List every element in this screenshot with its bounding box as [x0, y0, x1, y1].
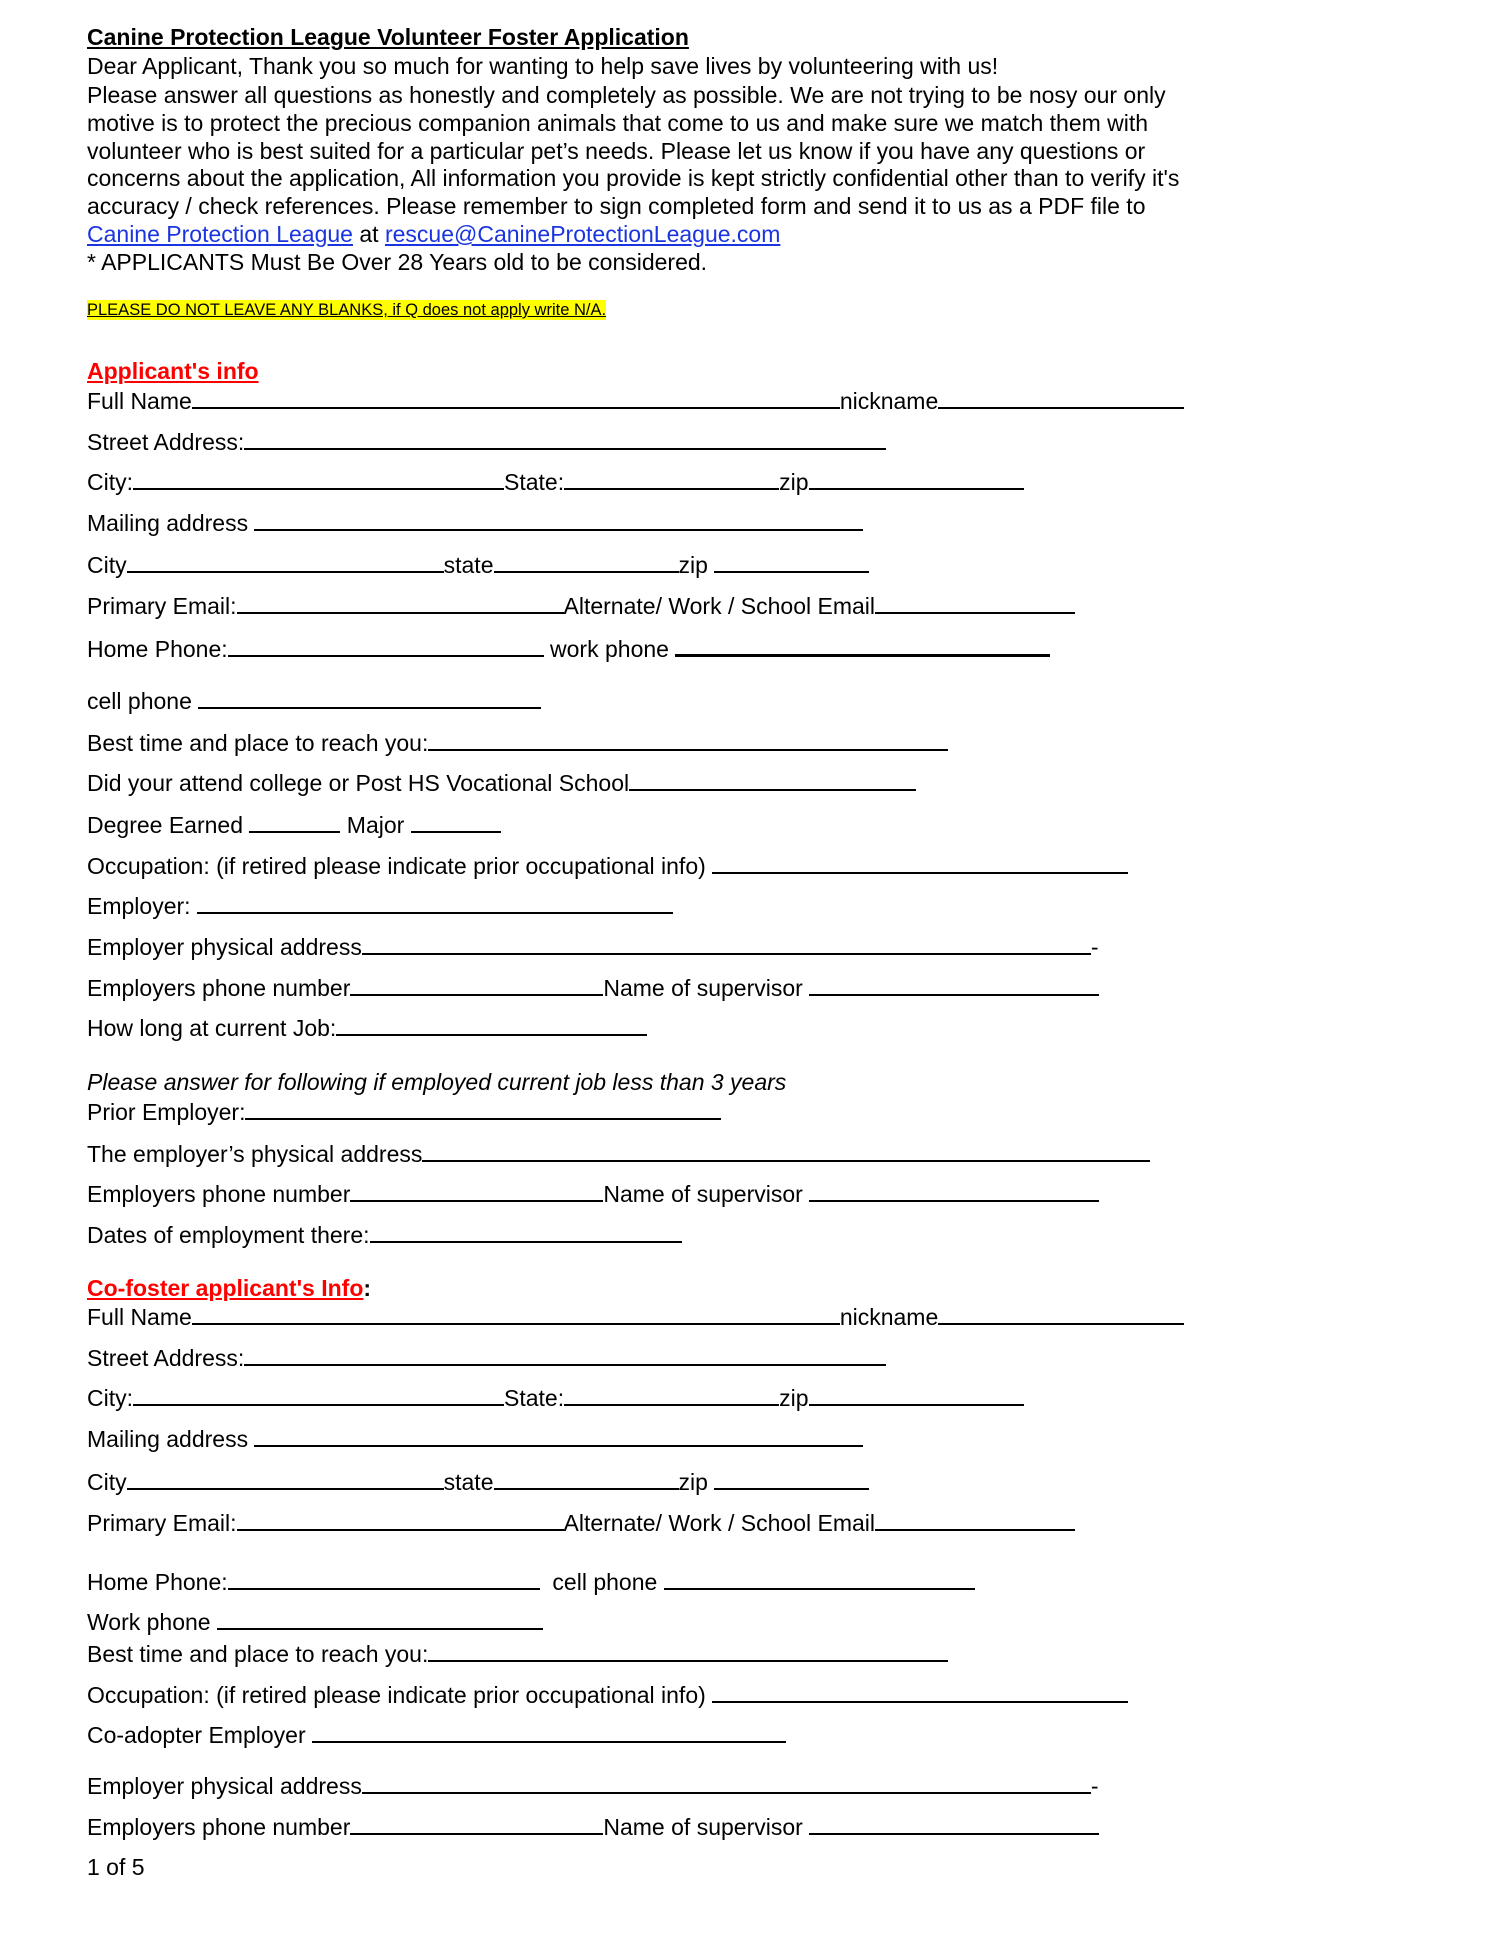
- label: state: [443, 552, 494, 578]
- label: zip: [779, 1385, 809, 1411]
- co-employer-field[interactable]: [312, 1721, 786, 1743]
- label: Primary Email:: [87, 1510, 237, 1536]
- label: The employer’s physical address: [87, 1141, 423, 1167]
- street-field[interactable]: [244, 428, 886, 450]
- intro-line: motive is to protect the precious companion animals that come to us and make sure we match them with: [87, 110, 1149, 136]
- co-mailing-state-field[interactable]: [494, 1468, 679, 1490]
- co-primary-email-field[interactable]: [237, 1509, 564, 1531]
- label: Name of supervisor: [603, 1181, 803, 1207]
- label: Degree Earned: [87, 812, 243, 838]
- label: Primary Email:: [87, 593, 237, 619]
- page-number: 1 of 5: [87, 1854, 145, 1880]
- label: Employer physical address: [87, 934, 362, 960]
- label: City:: [87, 1385, 133, 1411]
- label: Best time and place to reach you:: [87, 1641, 429, 1667]
- warning-highlight: PLEASE DO NOT LEAVE ANY BLANKS, if Q does not apply write N/A.: [87, 301, 607, 319]
- intro-line: accuracy / check references. Please remember to sign completed form and send it to us as a PDF file to: [87, 193, 1146, 219]
- contact-line: [87, 220, 780, 248]
- label: Best time and place to reach you:: [87, 730, 429, 756]
- nickname-field[interactable]: [938, 387, 1184, 409]
- co-occupation-field[interactable]: [712, 1681, 1128, 1703]
- label: Occupation: (if retired please indicate prior occupational info): [87, 1682, 706, 1708]
- label: work phone: [550, 636, 669, 662]
- intro-line: volunteer who is best suited for a particular pet’s needs. Please let us know if you have any questions or: [87, 138, 1146, 164]
- prior-address-field[interactable]: [422, 1140, 1150, 1162]
- how-long-field[interactable]: [336, 1014, 647, 1036]
- label: Work phone: [87, 1609, 211, 1635]
- label: nickname: [839, 1304, 939, 1330]
- co-work-phone-field[interactable]: [217, 1608, 543, 1630]
- employer-address-field[interactable]: [362, 933, 1091, 955]
- mailing-field[interactable]: [254, 509, 863, 531]
- label: Street Address:: [87, 1345, 245, 1371]
- major-field[interactable]: [411, 811, 501, 833]
- label: nickname: [839, 388, 939, 414]
- co-cell-phone-field[interactable]: [664, 1568, 975, 1590]
- label: zip: [678, 1469, 708, 1495]
- age-note: * APPLICANTS Must Be Over 28 Years old to be considered.: [87, 249, 708, 275]
- co-mailing-city-field[interactable]: [127, 1468, 444, 1490]
- label: cell phone: [552, 1569, 658, 1595]
- label: Occupation: (if retired please indicate prior occupational info): [87, 853, 706, 879]
- label: Home Phone:: [87, 636, 228, 662]
- co-street-field[interactable]: [244, 1344, 886, 1366]
- full-name-field[interactable]: [192, 387, 840, 409]
- label: Alternate/ Work / School Email: [563, 593, 875, 619]
- co-city-field[interactable]: [133, 1384, 504, 1406]
- dates-field[interactable]: [370, 1221, 682, 1243]
- label: State:: [504, 469, 565, 495]
- label: Full Name: [87, 1304, 192, 1330]
- label: Employers phone number: [87, 1181, 351, 1207]
- label: City: [87, 1469, 127, 1495]
- label: Dates of employment there:: [87, 1222, 370, 1248]
- label: State:: [504, 1385, 565, 1411]
- co-home-phone-field[interactable]: [228, 1568, 540, 1590]
- degree-field[interactable]: [249, 811, 340, 833]
- label: Alternate/ Work / School Email: [563, 1510, 875, 1536]
- label: Full Name: [87, 388, 192, 414]
- section-heading-applicant: Applicant's info: [87, 358, 259, 384]
- co-supervisor-field[interactable]: [809, 1813, 1099, 1835]
- label: Prior Employer:: [87, 1099, 246, 1125]
- label: How long at current Job:: [87, 1015, 337, 1041]
- co-zip-field[interactable]: [809, 1384, 1024, 1406]
- co-nickname-field[interactable]: [938, 1303, 1184, 1325]
- co-state-field[interactable]: [564, 1384, 779, 1406]
- label: Employer:: [87, 893, 191, 919]
- label: Major: [346, 812, 405, 838]
- colon: :: [363, 1275, 372, 1301]
- prior-supervisor-field[interactable]: [809, 1180, 1099, 1202]
- co-mailing-field[interactable]: [254, 1425, 863, 1447]
- best-time-field[interactable]: [428, 729, 948, 751]
- employer-field[interactable]: [197, 892, 673, 914]
- dash: -: [1090, 934, 1099, 960]
- page-title: Canine Protection League Volunteer Foster Application: [87, 24, 689, 50]
- label: Home Phone:: [87, 1569, 228, 1595]
- primary-email-field[interactable]: [237, 592, 564, 614]
- label: City:: [87, 469, 133, 495]
- occupation-field[interactable]: [712, 852, 1128, 874]
- email-link[interactable]: rescue@CanineProtectionLeague.com: [384, 221, 781, 247]
- prior-employer-field[interactable]: [245, 1098, 721, 1120]
- co-employer-phone-field[interactable]: [350, 1813, 603, 1835]
- co-best-time-field[interactable]: [428, 1640, 948, 1662]
- label: Employers phone number: [87, 975, 351, 1001]
- mailing-state-field[interactable]: [494, 551, 679, 573]
- label: Mailing address: [87, 1426, 249, 1452]
- label: state: [443, 1469, 494, 1495]
- dash: -: [1090, 1773, 1099, 1799]
- intro-line: Dear Applicant, Thank you so much for wanting to help save lives by volunteering with us!: [87, 53, 999, 79]
- label: zip: [779, 469, 809, 495]
- co-employer-address-field[interactable]: [362, 1772, 1091, 1794]
- at-text: at: [359, 221, 379, 247]
- label: cell phone: [87, 688, 192, 714]
- label: Employers phone number: [87, 1814, 351, 1840]
- label: Mailing address: [87, 510, 249, 536]
- intro-line: Please answer all questions as honestly and completely as possible. We are not trying to be nosy our only: [87, 82, 1166, 108]
- co-mailing-zip-field[interactable]: [714, 1468, 869, 1490]
- state-field[interactable]: [564, 468, 779, 490]
- mailing-city-field[interactable]: [127, 551, 444, 573]
- label: zip: [678, 552, 708, 578]
- mailing-zip-field[interactable]: [714, 551, 869, 573]
- label: Name of supervisor: [603, 1814, 803, 1840]
- label: Name of supervisor: [603, 975, 803, 1001]
- label: City: [87, 552, 127, 578]
- label: Employer physical address: [87, 1773, 362, 1799]
- prior-phone-field[interactable]: [350, 1180, 603, 1202]
- city-field[interactable]: [133, 468, 504, 490]
- co-full-name-field[interactable]: [192, 1303, 840, 1325]
- alt-email-field[interactable]: [875, 592, 1075, 614]
- label: Co-adopter Employer: [87, 1722, 306, 1748]
- co-alt-email-field[interactable]: [875, 1509, 1075, 1531]
- prior-note: Please answer for following if employed current job less than 3 years: [87, 1069, 787, 1095]
- org-link[interactable]: Canine Protection League: [87, 221, 353, 247]
- work-phone-field[interactable]: [675, 634, 1050, 657]
- zip-field[interactable]: [809, 468, 1024, 490]
- label: Street Address:: [87, 429, 245, 455]
- cell-phone-field[interactable]: [198, 687, 541, 709]
- section-heading-cofoster: Co-foster applicant's Info: [87, 1275, 364, 1301]
- label: Did your attend college or Post HS Vocational School: [87, 770, 630, 796]
- supervisor-field[interactable]: [809, 974, 1099, 996]
- intro-line: concerns about the application, All information you provide is kept strictly confidential other than to verify it's: [87, 165, 1180, 191]
- college-field[interactable]: [629, 769, 916, 791]
- employer-phone-field[interactable]: [350, 974, 603, 996]
- home-phone-field[interactable]: [228, 635, 544, 657]
